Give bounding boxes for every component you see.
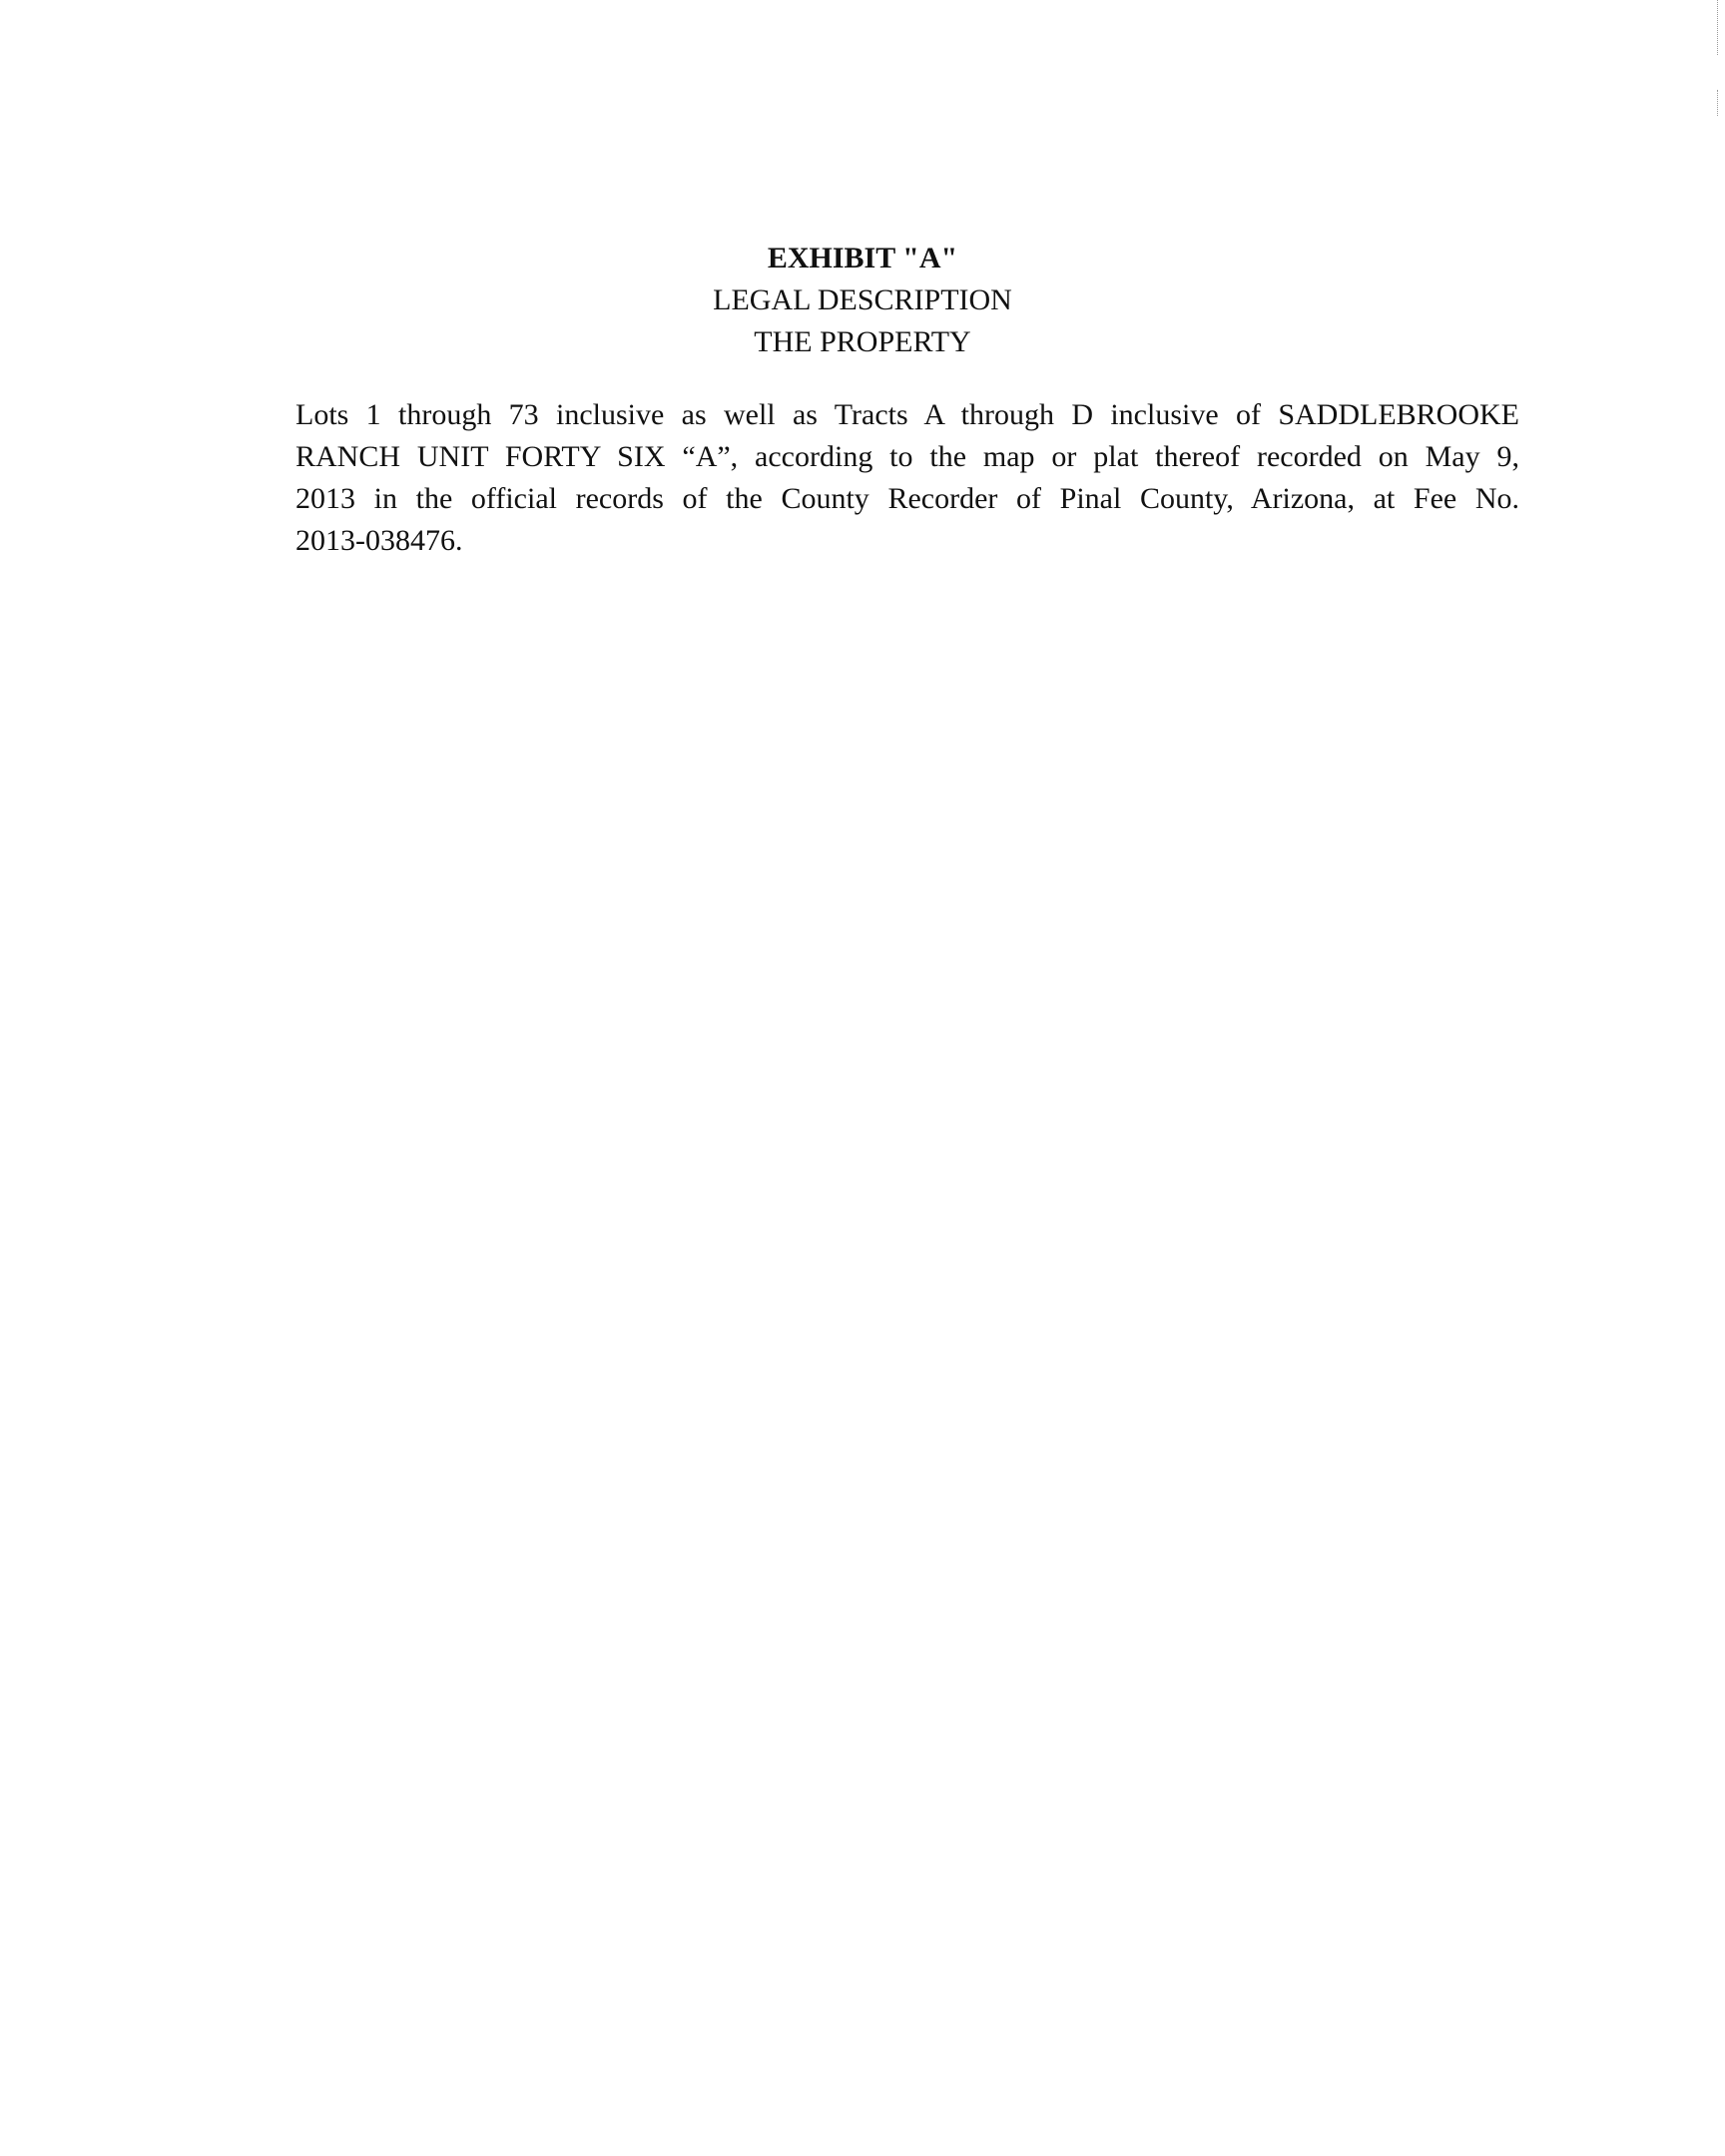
exhibit-subtitle-property: THE PROPERTY <box>754 325 971 358</box>
paragraph-line: RANCH UNIT FORTY SIX “A”, according to the map or plat thereof recorded on May 9, <box>295 440 1519 473</box>
paragraph-line: 2013-038476. <box>295 524 463 557</box>
paragraph-line: Lots 1 through 73 inclusive as well as Tracts A through D inclusive of SADDLEBROOKE <box>295 398 1519 431</box>
scan-edge-mark <box>1717 90 1719 116</box>
scan-edge-mark <box>1717 0 1719 55</box>
exhibit-title: EXHIBIT "A" <box>767 242 958 274</box>
exhibit-header <box>0 238 1725 363</box>
exhibit-subtitle: LEGAL DESCRIPTION <box>713 283 1012 316</box>
legal-description-paragraph <box>295 394 1519 562</box>
paragraph-line: 2013 in the official records of the County Recorder of Pinal County, Arizona, at Fee No. <box>295 482 1519 515</box>
